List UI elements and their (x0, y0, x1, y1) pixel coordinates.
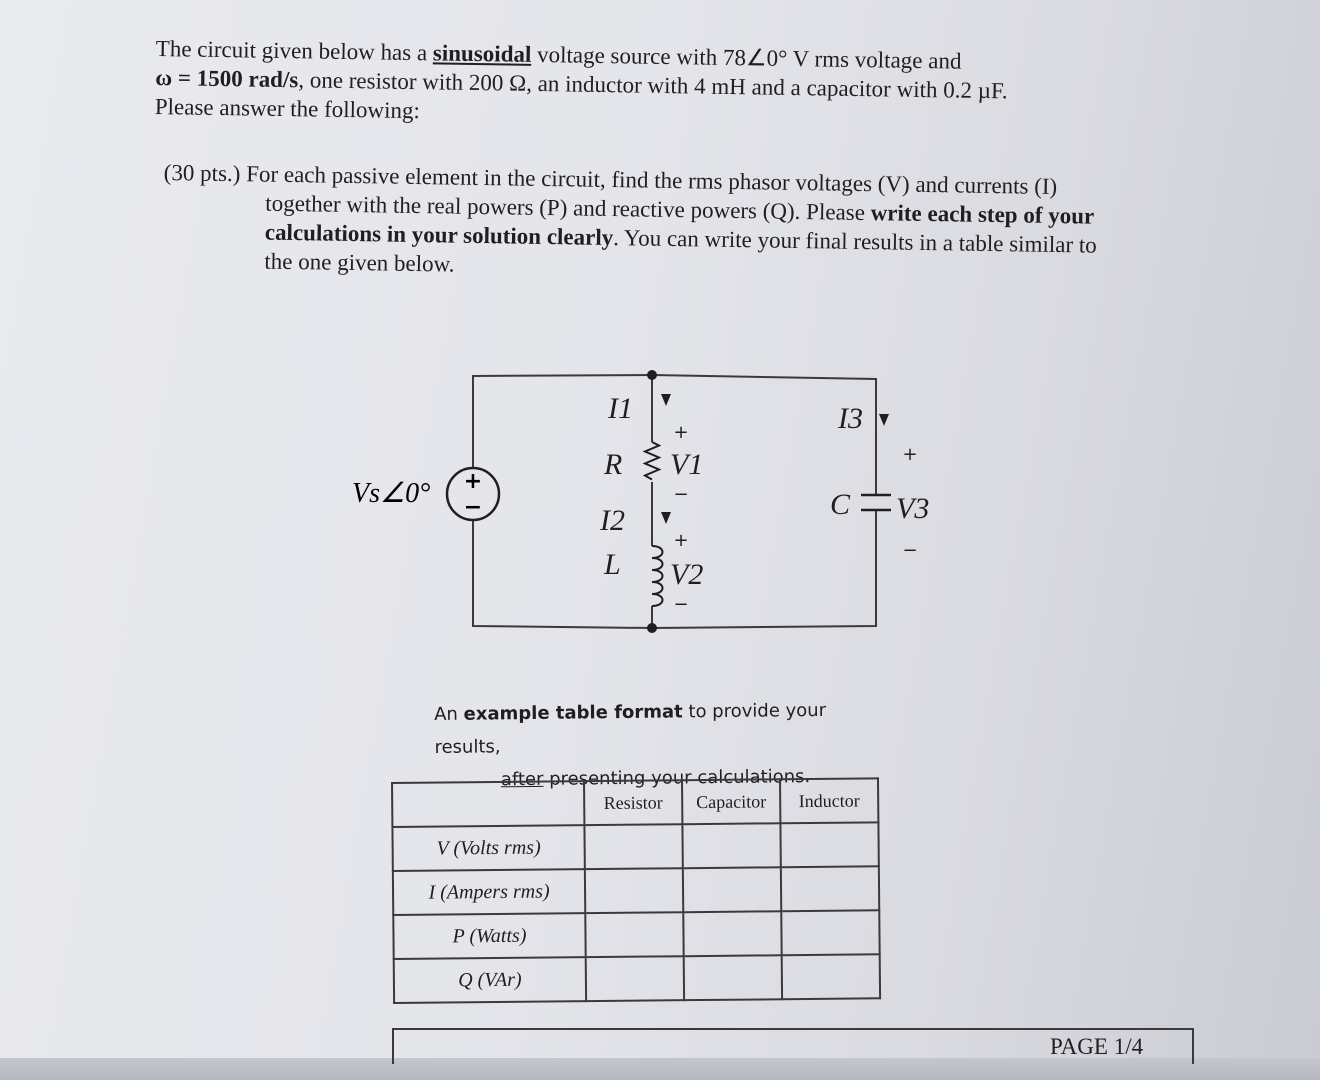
question-text: For each passive element in the circuit, find the rms phasor voltages (V) and currents (I) (240, 161, 1058, 200)
v2-plus: + (673, 530, 689, 551)
intro-omega: ω = 1500 rad/s (155, 64, 299, 93)
v1-minus: − (673, 484, 689, 505)
inductor-icon (652, 546, 663, 606)
label-i1: I1 (608, 392, 633, 425)
table-cell (585, 912, 683, 957)
table-row (392, 822, 878, 871)
caption-after: after (500, 768, 544, 791)
intro-text: Please answer the following: (154, 93, 421, 124)
table-row (393, 910, 879, 959)
intro-text: voltage source with 78∠0° V rms voltage and (531, 41, 962, 74)
caption-bold: example table format (463, 701, 683, 725)
row-label-real-power: P (Watts) (393, 913, 585, 959)
table-row (394, 954, 880, 1003)
intro-paragraph (155, 34, 1166, 137)
table-cell (683, 867, 781, 912)
row-label-reactive-power: Q (VAr) (394, 957, 586, 1003)
source-label: Vs∠0° (352, 478, 431, 509)
table-cell (585, 868, 683, 913)
caption-text: An (434, 703, 464, 725)
table-cell (782, 954, 880, 999)
table-header-row (392, 778, 878, 827)
table-cell (781, 866, 879, 911)
question-paragraph (162, 158, 1174, 290)
v3-plus: + (902, 444, 918, 465)
table-cell (584, 824, 682, 869)
label-r: R (604, 448, 623, 481)
bottom-node-dot (647, 623, 657, 633)
question-text: together with the real powers (P) and reactive powers (Q). Please (265, 190, 871, 226)
label-c: C (830, 488, 851, 521)
source-minus: − (463, 495, 483, 520)
question-text: the one given below. (264, 248, 455, 277)
header-inductor: Inductor (780, 778, 878, 823)
resistor-icon (645, 442, 659, 480)
v2-minus: − (673, 594, 689, 615)
table-cell (682, 823, 780, 868)
table-cell (683, 911, 781, 956)
table-corner-cell (392, 781, 584, 827)
question-text: . You can write your final results in a table similar to (613, 225, 1097, 258)
header-capacitor: Capacitor (682, 779, 780, 824)
capacitor-icon (861, 495, 891, 510)
v1-plus: + (673, 422, 689, 443)
table-cell (586, 956, 684, 1001)
question-points: (30 pts.) (163, 159, 241, 187)
label-i3: I3 (838, 402, 863, 435)
current-arrow-i1-icon (661, 394, 671, 406)
top-node-dot (647, 370, 657, 380)
table-cell (684, 955, 782, 1000)
circuit-diagram (340, 360, 960, 650)
label-l: L (604, 548, 621, 581)
table-row (393, 866, 879, 915)
label-v1: V1 (670, 448, 704, 481)
intro-text: , one resistor with 200 Ω, an inductor with 4 mH and a capacitor with 0.2 µF. (298, 67, 1008, 104)
question-bold: calculations in your solution clearly (264, 219, 614, 251)
source-plus: + (463, 469, 483, 494)
row-label-voltage: V (Volts rms) (392, 825, 584, 871)
intro-text: The circuit given below has a (155, 35, 434, 66)
current-arrow-i3-icon (879, 414, 889, 426)
current-arrow-i2-icon (661, 512, 671, 524)
label-v3: V3 (896, 492, 930, 525)
table-cell (780, 822, 878, 867)
caption-text: to provide your results, (434, 699, 827, 758)
row-label-current: I (Ampers rms) (393, 869, 585, 915)
v3-minus: − (902, 540, 918, 561)
page-number: PAGE 1/4 (1050, 1034, 1144, 1059)
intro-sinusoidal: sinusoidal (432, 40, 532, 67)
header-resistor: Resistor (584, 780, 682, 825)
table-cell (781, 910, 879, 955)
label-i2: I2 (600, 504, 625, 537)
label-v2: V2 (670, 558, 704, 591)
question-bold: write each step of your (870, 200, 1095, 229)
caption-text: presenting your calculations. (543, 766, 811, 790)
results-table (391, 777, 881, 1004)
